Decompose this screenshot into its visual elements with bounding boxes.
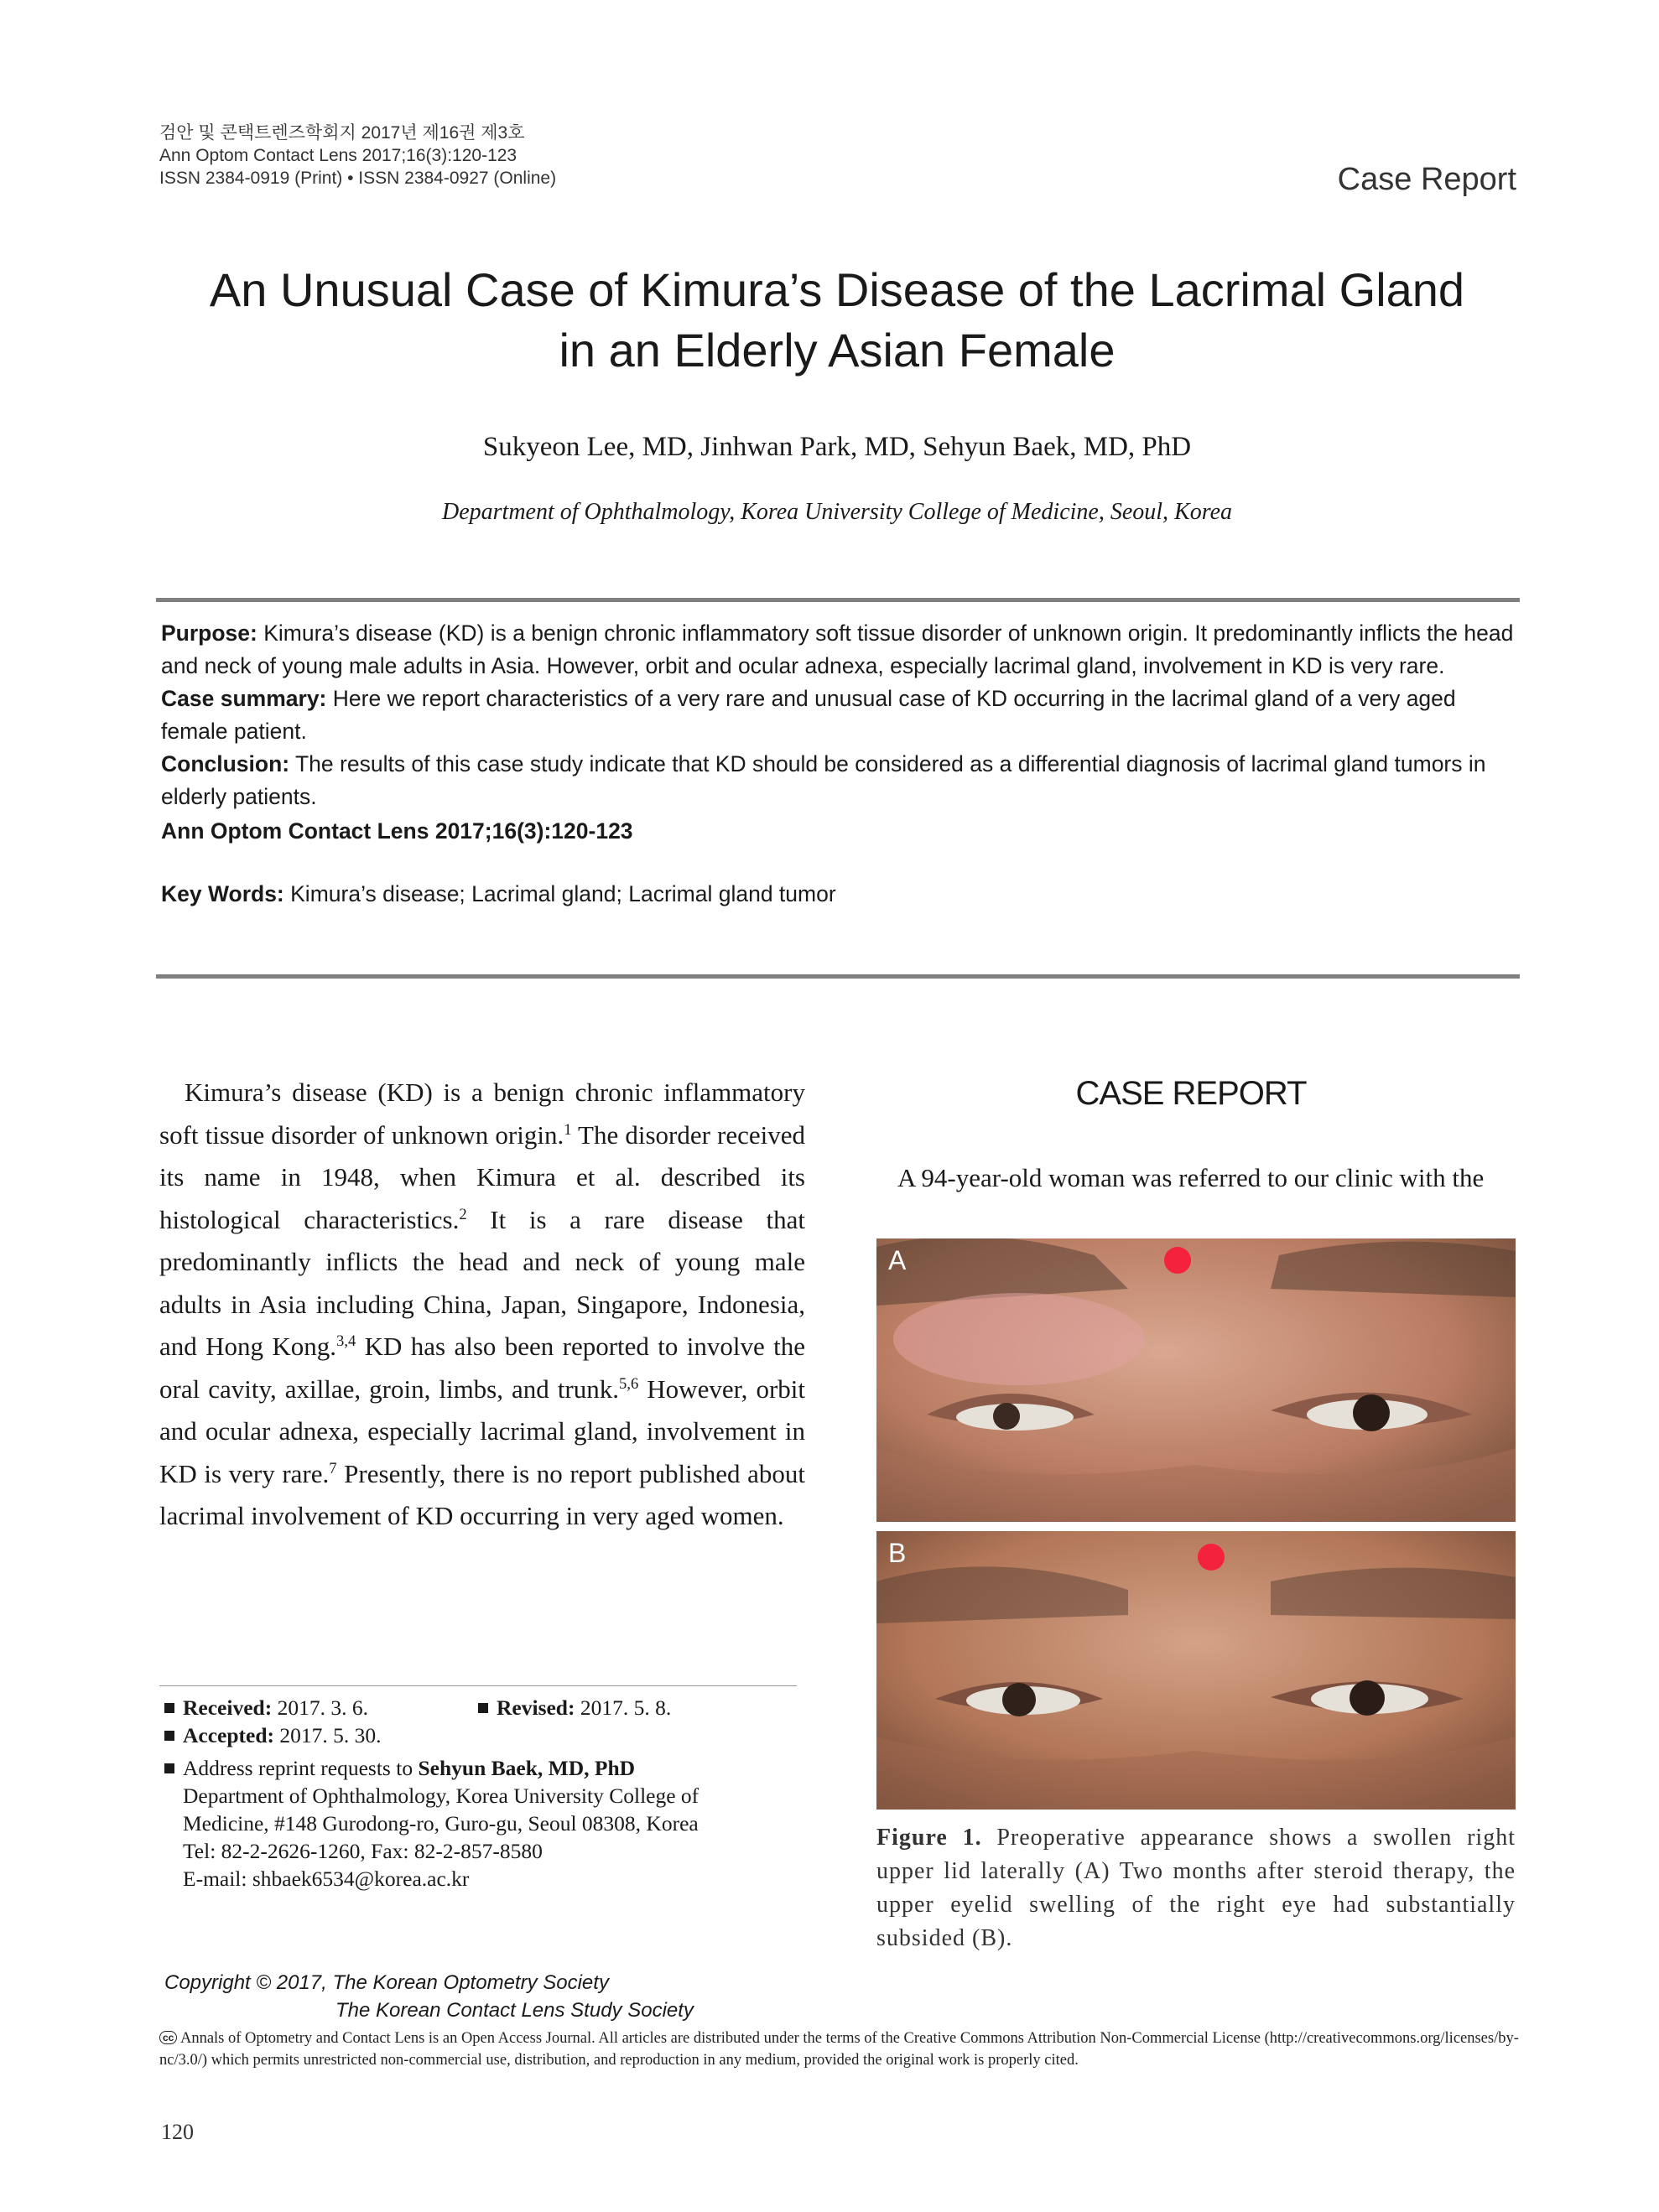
abstract-purpose (161, 617, 1515, 683)
affiliation: Department of Ophthalmology, Korea University College of Medicine, Seoul, Korea (442, 499, 1232, 525)
figure-panel-b (876, 1531, 1516, 1810)
ref-1[interactable]: 1 (564, 1120, 572, 1139)
address-prefix: Address reprint requests to (183, 1756, 419, 1780)
panel-label-b: B (888, 1538, 907, 1568)
revised-value: 2017. 5. 8. (575, 1695, 672, 1720)
ref-3-4[interactable]: 3,4 (336, 1332, 356, 1350)
keywords-label: Key Words: (161, 881, 284, 906)
address-line: Medicine, #148 Gurodong-ro, Guro-gu, Seoul 08308, Korea (183, 1811, 699, 1836)
license-notice (159, 2028, 1526, 2071)
title-line-1: An Unusual Case of Kimura’s Disease of the Lacrimal Gland (209, 263, 1465, 316)
eye-photo-a (876, 1238, 1516, 1522)
reprint-address (164, 1754, 802, 1782)
keywords (161, 878, 1515, 911)
figure-caption (876, 1821, 1516, 1955)
copyright-line-1: Copyright © 2017, The Korean Optometry Society (164, 1971, 609, 1994)
figure-panel-a (876, 1238, 1516, 1522)
license-text: Annals of Optometry and Contact Lens is an Open Access Journal. All articles are distributed under the terms of the Creative Commons Attribution Non-Commercial License (http://creativecommons.org/licenses/by-nc/3.0/) which permits unrestricted non-commercial use, distribution, and reproduction in any medium, provided the original work is properly cited. (159, 2030, 1519, 2069)
purpose-label: Purpose: (161, 621, 257, 646)
journal-citation: Ann Optom Contact Lens 2017;16(3):120-123 (159, 146, 517, 165)
intro-sentence-1: Kimura’s disease (KD) is a benign chronic inflammatory soft tissue disorder of unknown origin. (159, 1077, 805, 1150)
journal-korean-name: 검안 및 콘택트렌즈학회지 2017년 제16권 제3호 (159, 123, 525, 143)
footnote (164, 1694, 802, 1893)
article-type: Case Report (1337, 162, 1516, 197)
corresponding-author: Sehyun Baek, MD, PhD (418, 1756, 636, 1780)
page-number: 120 (161, 2120, 194, 2144)
panel-label-a: A (888, 1245, 907, 1275)
accepted-value: 2017. 5. 30. (274, 1723, 382, 1747)
license-paragraph (159, 2028, 1526, 2071)
keywords-text: Kimura’s disease; Lacrimal gland; Lacrimal gland tumor (283, 881, 836, 906)
introduction (159, 1072, 805, 1538)
journal-issn: ISSN 2384-0919 (Print) • ISSN 2384-0927 (Online) (159, 169, 557, 188)
copyright (164, 1969, 694, 2024)
contact-phone: Tel: 82-2-2626-1260, Fax: 82-2-857-8580 (183, 1839, 543, 1863)
purpose-text: Kimura’s disease (KD) is a benign chronic inflammatory soft tissue disorder of unknown origin. It predominantly inflicts the head and neck of young male adults in Asia. However, orbit and ocular adnexa, especially lacrimal gland, involvement in KD is very rare. (161, 621, 1514, 678)
conclusion-text: The results of this case study indicate that KD should be considered as a differential diagnosis of lacrimal gland tumors in elderly patients. (161, 751, 1486, 809)
figure-caption-text: Preoperative appearance shows a swollen right upper lid laterally (A) Two months after steroid therapy, the upper eyelid swelling of the right eye had substantially subsided (B). (876, 1825, 1516, 1951)
case-report-text (872, 1157, 1520, 1199)
received-date (164, 1694, 802, 1721)
case-summary-text: Here we report characteristics of a very rare and unusual case of KD occurring in the lacrimal gland of a very aged female patient. (161, 686, 1456, 744)
abstract-case-summary (161, 683, 1515, 748)
copyright-line-2: The Korean Contact Lens Study Society (335, 1999, 694, 2022)
square-bullet-icon (164, 1763, 174, 1773)
footnote-rule (159, 1685, 797, 1686)
case-report-first-line: A 94-year-old woman was referred to our clinic with the (897, 1163, 1485, 1192)
accepted-label: Accepted: (183, 1723, 275, 1747)
abstract-citation: Ann Optom Contact Lens 2017;16(3):120-123 (161, 818, 633, 844)
ref-7[interactable]: 7 (329, 1459, 337, 1477)
journal-info (159, 122, 556, 190)
accepted-date (164, 1721, 802, 1749)
address-line: Department of Ophthalmology, Korea University College of (183, 1784, 699, 1808)
abstract-conclusion (161, 748, 1515, 813)
abstract (161, 617, 1515, 911)
revised-date (478, 1694, 671, 1721)
figure-caption-label: Figure 1. (876, 1825, 982, 1851)
received-label: Received: (183, 1695, 273, 1720)
marker-dot (1164, 1247, 1191, 1274)
title-line-2: in an Elderly Asian Female (559, 324, 1116, 376)
received-value: 2017. 3. 6. (272, 1695, 368, 1720)
intro-paragraph (159, 1072, 805, 1538)
intro-sentence-6: Presently, there is no report published about lacrimal involvement of KD occurring in very aged women. (159, 1458, 806, 1530)
ref-2[interactable]: 2 (459, 1205, 467, 1223)
intro-sentence-2: The disorder received its name in 1948, when Kimura et al. described its histological characteristics. (159, 1119, 805, 1234)
marker-dot (1198, 1544, 1225, 1571)
ref-5-6[interactable]: 5,6 (619, 1374, 639, 1393)
conclusion-label: Conclusion: (161, 751, 290, 776)
authors: Sukyeon Lee, MD, Jinhwan Park, MD, Sehyun Baek, MD, PhD (482, 432, 1192, 462)
creative-commons-icon: cc (159, 2031, 177, 2044)
intro-sentence-3: It is a rare disease that predominantly inflicts the head and neck of young male adults in Asia including China, Japan, Singapore, Indonesia, and Hong Kong. (159, 1204, 805, 1361)
eye-photo-b (876, 1531, 1516, 1810)
square-bullet-icon (164, 1703, 174, 1713)
case-report-heading: CASE REPORT (1075, 1075, 1307, 1112)
square-bullet-icon (478, 1703, 488, 1713)
abstract-bottom-rule (156, 974, 1520, 979)
article-title (126, 260, 1548, 381)
case-summary-label: Case summary: (161, 686, 327, 711)
intro-sentence-5: However, orbit and ocular adnexa, especially lacrimal gland, involvement in KD is very rare. (159, 1373, 805, 1488)
contact-email[interactable]: E-mail: shbaek6534@korea.ac.kr (183, 1867, 470, 1891)
revised-label: Revised: (497, 1695, 575, 1720)
abstract-top-rule (156, 598, 1520, 602)
intro-sentence-4: KD has also been reported to involve the oral cavity, axillae, groin, limbs, and trunk. (159, 1332, 805, 1404)
square-bullet-icon (164, 1731, 174, 1741)
